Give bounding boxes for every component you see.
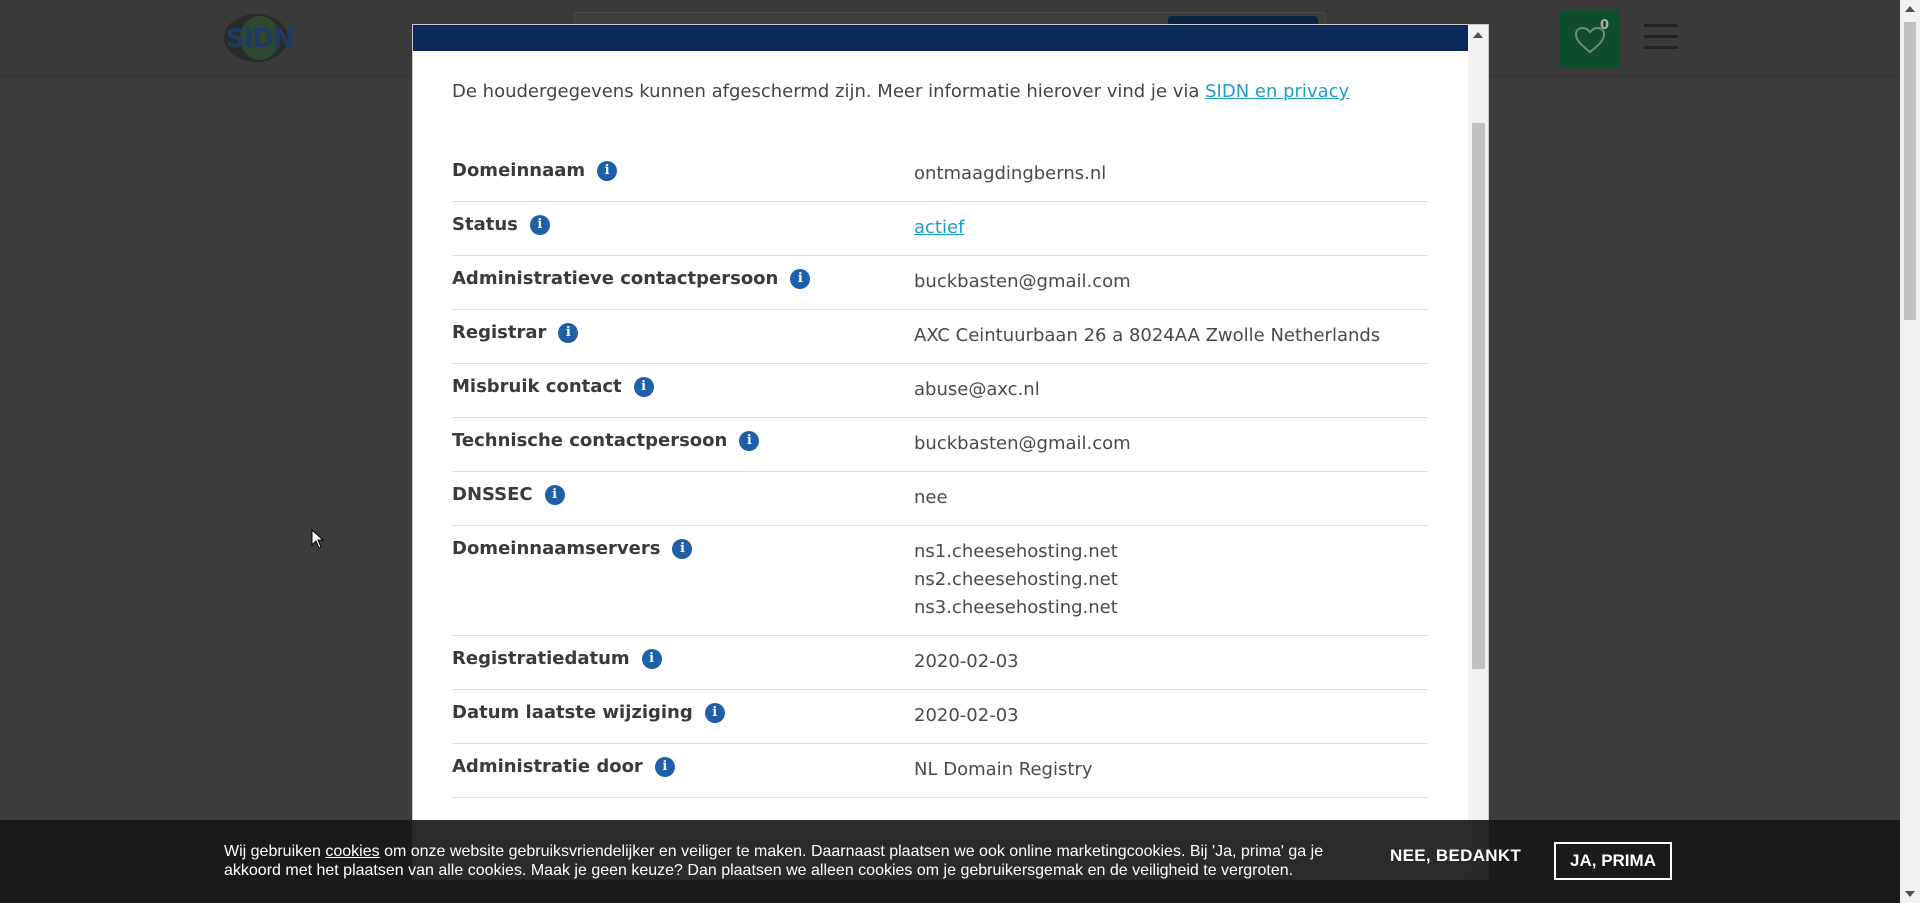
page-scrollbar[interactable] — [1900, 0, 1920, 903]
info-icon[interactable]: i — [597, 161, 617, 181]
whois-row-value: AXC Ceintuurbaan 26 a 8024AA Zwolle Netherlands — [914, 325, 1381, 346]
whois-row-label — [452, 322, 578, 343]
info-icon[interactable]: i — [705, 703, 725, 723]
whois-row-label — [452, 268, 810, 289]
whois-row-label-text: DNSSEC — [452, 484, 533, 505]
whois-row-label-text: Administratieve contactpersoon — [452, 268, 779, 289]
nameserver-item: ns3.cheesehosting.net — [914, 597, 1118, 618]
whois-row-label — [452, 214, 550, 235]
whois-row — [452, 418, 1428, 472]
whois-row-value: ontmaagdingberns.nl — [914, 163, 1107, 184]
cookie-text-after: om onze website gebruiksvriendelijker en veiliger te maken. Daarnaast plaatsen we ook online marketingcookies. Bij 'Ja, prima' ga je akkoord met het plaatsen van alle cookies. Maak je geen keuze? Dan plaatsen we alleen cookies om je gebruikersgemak en de veiligheid te vergroten. — [224, 843, 1324, 879]
whois-row — [452, 636, 1428, 690]
whois-row — [452, 310, 1428, 364]
whois-row-label — [452, 430, 759, 451]
logo-text: SIDN — [226, 24, 294, 54]
whois-row-label — [452, 484, 565, 505]
info-icon[interactable]: i — [642, 649, 662, 669]
sidn-logo[interactable] — [224, 14, 294, 62]
privacy-link[interactable]: SIDN en privacy — [1205, 81, 1350, 102]
cookies-link[interactable]: cookies — [325, 843, 380, 860]
nameserver-item: ns1.cheesehosting.net — [914, 541, 1118, 562]
mouse-cursor-icon — [311, 529, 325, 549]
whois-row-label — [452, 160, 617, 181]
whois-row-value: buckbasten@gmail.com — [914, 433, 1131, 454]
favorites-button[interactable] — [1560, 10, 1620, 68]
page-scrollbar-thumb[interactable] — [1904, 22, 1916, 320]
hamburger-menu-icon[interactable] — [1644, 24, 1678, 52]
info-icon[interactable]: i — [655, 757, 675, 777]
whois-row-value: 2020-02-03 — [914, 651, 1019, 672]
whois-row-label-text: Administratie door — [452, 756, 643, 777]
whois-row — [452, 364, 1428, 418]
decline-cookies-button[interactable]: NEE, BEDANKT — [1390, 846, 1522, 865]
whois-row — [452, 744, 1428, 798]
info-icon[interactable]: i — [634, 377, 654, 397]
favorites-count: 0 — [1600, 18, 1610, 33]
modal-scroll-up-icon[interactable] — [1473, 32, 1483, 38]
whois-row-value: 2020-02-03 — [914, 705, 1019, 726]
cookie-consent-bar — [0, 820, 1900, 903]
info-icon[interactable]: i — [545, 485, 565, 505]
privacy-notice-text: De houdergegevens kunnen afgeschermd zijn. Meer informatie hierover vind je via — [452, 81, 1206, 102]
whois-row-label-text: Domeinnaamservers — [452, 538, 661, 559]
modal-scrollbar[interactable] — [1468, 25, 1488, 879]
whois-modal — [412, 24, 1489, 880]
whois-row-label-text: Domeinnaam — [452, 160, 586, 181]
whois-row — [452, 256, 1428, 310]
cookie-text-before: Wij gebruiken — [224, 843, 326, 860]
whois-row — [452, 202, 1428, 256]
info-icon[interactable]: i — [739, 431, 759, 451]
whois-row-label — [452, 538, 692, 559]
whois-row-value: buckbasten@gmail.com — [914, 271, 1131, 292]
info-icon[interactable]: i — [558, 323, 578, 343]
whois-row-label — [452, 376, 654, 397]
info-icon[interactable]: i — [790, 269, 810, 289]
scroll-down-arrow-icon[interactable] — [1905, 891, 1915, 897]
whois-row-label — [452, 756, 675, 777]
whois-row-label-text: Registratiedatum — [452, 648, 630, 669]
privacy-notice — [452, 24, 1428, 104]
whois-details-table — [452, 148, 1428, 798]
scroll-up-arrow-icon[interactable] — [1905, 6, 1915, 12]
whois-row-value — [914, 538, 1118, 622]
whois-row-label — [452, 648, 662, 669]
modal-scrollbar-thumb[interactable] — [1472, 123, 1485, 669]
cookie-message — [224, 842, 1374, 880]
status-link[interactable]: actief — [914, 217, 965, 238]
whois-row-label-text: Registrar — [452, 322, 547, 343]
whois-row-label — [452, 702, 725, 723]
whois-row-value: nee — [914, 487, 948, 508]
whois-row — [452, 472, 1428, 526]
nameserver-item: ns2.cheesehosting.net — [914, 569, 1118, 590]
whois-row-label-text: Status — [452, 214, 518, 235]
whois-row — [452, 526, 1428, 636]
whois-row — [452, 148, 1428, 202]
accept-cookies-button[interactable]: JA, PRIMA — [1554, 842, 1672, 880]
whois-row-label-text: Misbruik contact — [452, 376, 622, 397]
whois-row-label-text: Technische contactpersoon — [452, 430, 728, 451]
info-icon[interactable]: i — [530, 215, 550, 235]
whois-row — [452, 690, 1428, 744]
whois-row-value: abuse@axc.nl — [914, 379, 1040, 400]
whois-row-value: NL Domain Registry — [914, 759, 1093, 780]
whois-row-label-text: Datum laatste wijziging — [452, 702, 693, 723]
info-icon[interactable]: i — [672, 539, 692, 559]
